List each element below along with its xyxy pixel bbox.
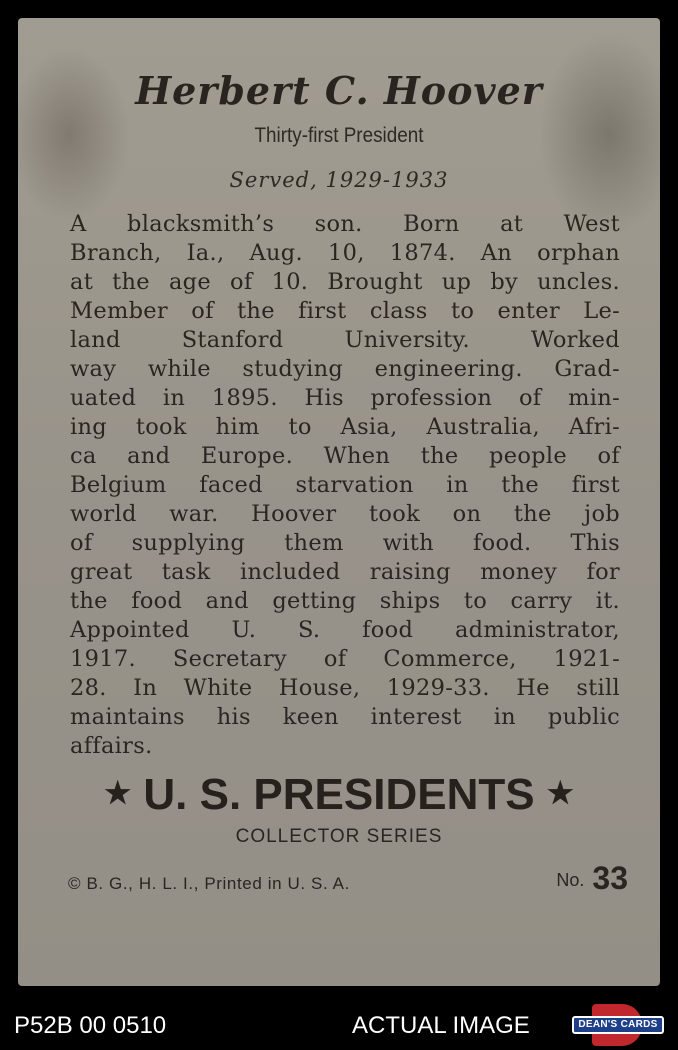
bio-line: Appointed U. S. food administrator,: [70, 617, 620, 643]
bio-line: great task included raising money for: [70, 559, 620, 585]
bio-line: of supplying them with food. This: [70, 530, 620, 556]
copyright-line: © B. G., H. L. I., Printed in U. S. A.: [68, 874, 350, 893]
logo-text: DEAN'S CARDS: [572, 1016, 664, 1034]
card-number: [556, 860, 628, 897]
series-title-text: U. S. PRESIDENTS: [143, 770, 535, 819]
star-left-icon: ★: [104, 777, 132, 810]
bio-line: ing took him to Asia, Australia, Afri-: [70, 414, 620, 440]
bio-line: ca and Europe. When the people of: [70, 443, 620, 469]
card-number-value: 33: [592, 860, 628, 896]
bio-line: 1917. Secretary of Commerce, 1921-: [70, 646, 620, 672]
bio-line: at the age of 10. Brought up by uncles.: [70, 269, 620, 295]
bio-line: the food and getting ships to carry it.: [70, 588, 620, 614]
card-number-label: No.: [556, 870, 585, 890]
star-right-icon: ★: [546, 777, 574, 810]
cert-number: P52B 00 0510: [14, 1012, 167, 1039]
bio-line: maintains his keen interest in public: [70, 704, 620, 730]
collector-series-label: COLLECTOR SERIES: [235, 826, 443, 847]
bio-line: Belgium faced starvation in the first: [70, 472, 620, 498]
bio-line: 28. In White House, 1929-33. He still: [70, 675, 620, 701]
bio-line: uated in 1895. His profession of min-: [70, 385, 620, 411]
president-name: Herbert C. Hoover: [135, 68, 543, 113]
bio-line: A blacksmith’s son. Born at West: [70, 211, 620, 237]
bio-line: affairs.: [70, 733, 153, 759]
trading-card-back: [18, 18, 660, 986]
president-subtitle: Thirty-first President: [254, 124, 424, 147]
actual-image-label: ACTUAL IMAGE: [352, 1012, 530, 1039]
bio-line: world war. Hoover took on the job: [70, 501, 620, 527]
term-served: Served, 1929-1933: [229, 168, 449, 192]
deans-cards-logo: [572, 1004, 664, 1046]
bio-line: Member of the first class to enter Le-: [70, 298, 620, 324]
bio-line: way while studying engineering. Grad-: [70, 356, 620, 382]
biography-text: [70, 210, 620, 761]
series-title: [18, 770, 660, 820]
bio-line: land Stanford University. Worked: [70, 327, 620, 353]
bio-line: Branch, Ia., Aug. 10, 1874. An orphan: [70, 240, 620, 266]
